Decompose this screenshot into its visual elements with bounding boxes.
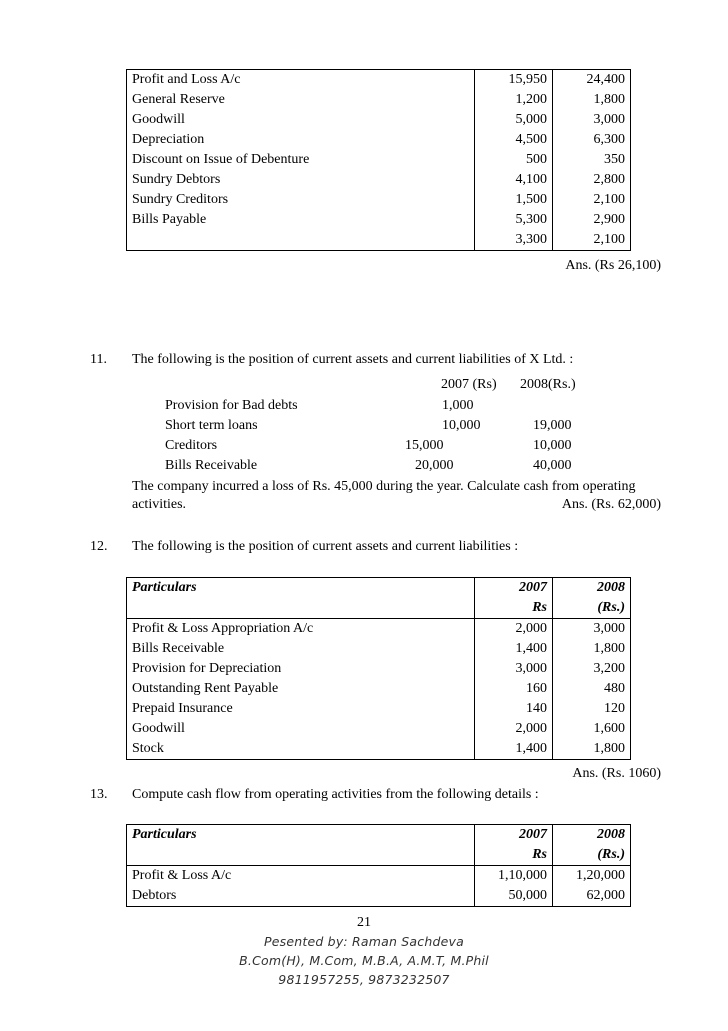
table-12 xyxy=(126,577,631,760)
q12-text: The following is the position of current assets and current liabilities : xyxy=(132,539,519,554)
table-row xyxy=(127,150,631,170)
q11-row-v2: 10,000 xyxy=(533,438,572,453)
answer-10: Ans. (Rs 26,100) xyxy=(565,258,661,273)
table-row xyxy=(127,659,631,679)
table-row xyxy=(127,230,631,251)
header-blank xyxy=(127,598,475,619)
row-value-2007: 3,300 xyxy=(475,230,553,251)
row-label: Profit and Loss A/c xyxy=(127,70,475,91)
header-2008-unit: (Rs.) xyxy=(553,845,631,866)
q11-number: 11. xyxy=(90,352,107,367)
table-row xyxy=(127,110,631,130)
table-row xyxy=(127,130,631,150)
footer-phone: 9811957255, 9873232507 xyxy=(278,972,450,987)
table-header-row xyxy=(127,578,631,599)
row-label: Prepaid Insurance xyxy=(127,699,475,719)
answer-11: Ans. (Rs. 62,000) xyxy=(561,497,661,512)
row-label: Debtors xyxy=(127,886,475,907)
row-label: Sundry Debtors xyxy=(127,170,475,190)
q12-number: 12. xyxy=(90,539,108,554)
row-value-2007: 50,000 xyxy=(475,886,553,907)
row-label: Bills Payable xyxy=(127,210,475,230)
row-label: Sundry Creditors xyxy=(127,190,475,210)
header-2008-unit: (Rs.) xyxy=(553,598,631,619)
table-13 xyxy=(126,824,631,907)
row-value-2008: 62,000 xyxy=(553,886,631,907)
row-value-2008: 3,000 xyxy=(553,619,631,640)
q11-row-label: Short term loans xyxy=(165,418,258,433)
q11-text: The following is the position of current assets and current liabilities of X Ltd. : xyxy=(132,352,574,367)
table-row xyxy=(127,639,631,659)
table-1 xyxy=(126,69,631,251)
row-value-2008: 2,900 xyxy=(553,210,631,230)
table-row xyxy=(127,699,631,719)
table-row xyxy=(127,866,631,887)
table-row xyxy=(127,70,631,91)
row-value-2008: 1,800 xyxy=(553,739,631,760)
row-value-2007: 2,000 xyxy=(475,719,553,739)
footer-qualifications: B.Com(H), M.Com, M.B.A, A.M.T, M.Phil xyxy=(239,953,489,968)
header-particulars: Particulars xyxy=(127,825,475,846)
row-label: Outstanding Rent Payable xyxy=(127,679,475,699)
table-row xyxy=(127,190,631,210)
q11-col1-header: 2007 (Rs) xyxy=(441,377,497,392)
table-row xyxy=(127,90,631,110)
q11-row-v1: 15,000 xyxy=(405,438,444,453)
row-value-2008: 1,600 xyxy=(553,719,631,739)
row-label xyxy=(127,230,475,251)
row-value-2007: 1,400 xyxy=(475,639,553,659)
table-header-row xyxy=(127,845,631,866)
row-label: Profit & Loss A/c xyxy=(127,866,475,887)
row-value-2007: 2,000 xyxy=(475,619,553,640)
q11-row-v1: 1,000 xyxy=(442,398,474,413)
footer-presenter: Pesented by: Raman Sachdeva xyxy=(264,934,464,949)
row-value-2007: 3,000 xyxy=(475,659,553,679)
header-2007: 2007 xyxy=(475,825,553,846)
header-blank xyxy=(127,845,475,866)
page-number: 21 xyxy=(357,915,371,930)
row-value-2008: 2,100 xyxy=(553,230,631,251)
row-label: Profit & Loss Appropriation A/c xyxy=(127,619,475,640)
q11-closing-line2: activities. xyxy=(132,497,187,512)
q11-row-label: Provision for Bad debts xyxy=(165,398,298,413)
row-value-2008: 2,800 xyxy=(553,170,631,190)
q11-row-v1: 20,000 xyxy=(415,458,454,473)
row-label: Goodwill xyxy=(127,110,475,130)
table-row xyxy=(127,719,631,739)
row-value-2008: 350 xyxy=(553,150,631,170)
q13-text: Compute cash flow from operating activities from the following details : xyxy=(132,787,539,802)
row-value-2007: 1,200 xyxy=(475,90,553,110)
row-value-2008: 1,800 xyxy=(553,639,631,659)
q11-row-v2: 19,000 xyxy=(533,418,572,433)
q11-col2-header: 2008(Rs.) xyxy=(520,377,576,392)
table-row xyxy=(127,170,631,190)
row-value-2008: 24,400 xyxy=(553,70,631,91)
row-value-2007: 4,500 xyxy=(475,130,553,150)
row-value-2007: 1,400 xyxy=(475,739,553,760)
row-value-2007: 1,10,000 xyxy=(475,866,553,887)
row-value-2007: 15,950 xyxy=(475,70,553,91)
row-label: General Reserve xyxy=(127,90,475,110)
row-label: Discount on Issue of Debenture xyxy=(127,150,475,170)
row-value-2007: 500 xyxy=(475,150,553,170)
header-2007-unit: Rs xyxy=(475,598,553,619)
table-row xyxy=(127,679,631,699)
table-row xyxy=(127,739,631,760)
header-2008: 2008 xyxy=(553,578,631,599)
row-value-2008: 120 xyxy=(553,699,631,719)
row-label: Provision for Depreciation xyxy=(127,659,475,679)
row-value-2008: 2,100 xyxy=(553,190,631,210)
row-value-2007: 4,100 xyxy=(475,170,553,190)
q11-row-v1: 10,000 xyxy=(442,418,481,433)
header-2008: 2008 xyxy=(553,825,631,846)
row-value-2007: 5,000 xyxy=(475,110,553,130)
answer-12: Ans. (Rs. 1060) xyxy=(572,766,661,781)
table-row xyxy=(127,619,631,640)
row-label: Stock xyxy=(127,739,475,760)
row-value-2008: 3,000 xyxy=(553,110,631,130)
q11-row-label: Bills Receivable xyxy=(165,458,258,473)
header-2007-unit: Rs xyxy=(475,845,553,866)
table-header-row xyxy=(127,598,631,619)
row-label: Goodwill xyxy=(127,719,475,739)
row-value-2007: 5,300 xyxy=(475,210,553,230)
q13-number: 13. xyxy=(90,787,108,802)
row-label: Depreciation xyxy=(127,130,475,150)
row-value-2007: 160 xyxy=(475,679,553,699)
table-row xyxy=(127,210,631,230)
header-particulars: Particulars xyxy=(127,578,475,599)
row-value-2007: 1,500 xyxy=(475,190,553,210)
row-value-2008: 1,20,000 xyxy=(553,866,631,887)
q11-closing-line1: The company incurred a loss of Rs. 45,000 during the year. Calculate cash from operating xyxy=(132,479,636,494)
row-label: Bills Receivable xyxy=(127,639,475,659)
row-value-2008: 1,800 xyxy=(553,90,631,110)
table-header-row xyxy=(127,825,631,846)
table-row xyxy=(127,886,631,907)
header-2007: 2007 xyxy=(475,578,553,599)
row-value-2008: 480 xyxy=(553,679,631,699)
row-value-2008: 3,200 xyxy=(553,659,631,679)
q11-row-v2: 40,000 xyxy=(533,458,572,473)
row-value-2008: 6,300 xyxy=(553,130,631,150)
q11-row-label: Creditors xyxy=(165,438,218,453)
row-value-2007: 140 xyxy=(475,699,553,719)
